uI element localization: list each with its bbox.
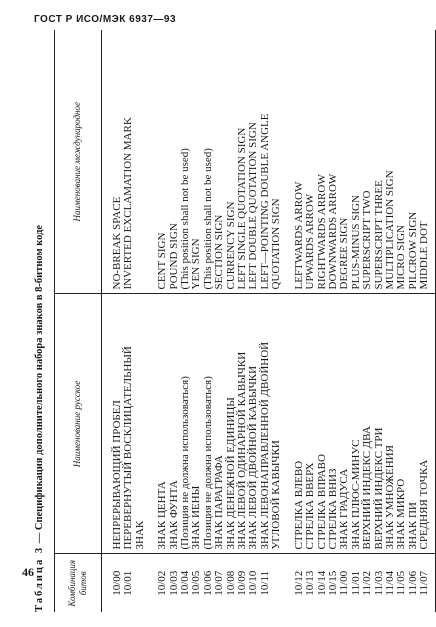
cell-international-name: (This position shall not be used) [203, 30, 214, 294]
cell-russian-name: (Позиция не должна использоваться) [180, 294, 191, 554]
cell-russian-name: СРЕДНЯЯ ТОЧКА [419, 294, 435, 554]
table-row [339, 30, 350, 612]
cell-russian-name: СТРЕЛКА ВНИЗ [328, 294, 339, 554]
cell-code: 10/13 [304, 570, 317, 596]
cell-international-name: LEFT—POINTING DOUBLE ANGLE [260, 30, 271, 294]
cell-code: 10/03 [167, 570, 180, 596]
rotated-table-area [34, 30, 431, 612]
cell-international-name: POUND SIGN [169, 30, 180, 294]
table-caption-text: — Спецификация дополнительного набора знаков в 8-битном коде [34, 224, 45, 546]
table-caption-label: Таблица 3 [34, 545, 45, 612]
cell-code: 10/09 [236, 570, 249, 596]
page-header: ГОСТ Р ИСО/МЭК 6937—93 [34, 14, 177, 25]
cell-international-name: DOWNWARDS ARROW [328, 30, 339, 294]
cell-code: 11/04 [383, 570, 396, 596]
cell-code: 11/02 [361, 570, 374, 596]
cell-code: 10/10 [247, 570, 260, 596]
cell-russian-name: ЗНАК ПАРАГРАФА [214, 294, 225, 554]
cell-russian-name: ЗНАК ФУНТА [169, 294, 180, 554]
cell-international-name: SUPERSCRIPT THREE [374, 30, 385, 294]
table-row [146, 30, 168, 612]
cell-code: 11/07 [419, 554, 435, 612]
table-body [102, 30, 436, 612]
table-row [271, 30, 282, 612]
cell-international-name: MICRO SIGN [396, 30, 407, 294]
cell-international-name: MIDDLE DOT [419, 30, 435, 294]
cell-russian-name: ЗНАК ЛЕВОНАПРАВЛЕННОЙ ДВОЙНОЙ [260, 294, 271, 554]
cell-international-name: SECTION SIGN [214, 30, 225, 294]
cell-russian-name: ЗНАК ЦЕНТА [146, 294, 168, 554]
cell-code: 10/15 [326, 570, 339, 596]
cell-russian-name: (Позиция не должна использоваться) [203, 294, 214, 554]
cell-russian-name: ЗНАК УМНОЖЕНИЯ [385, 294, 396, 554]
cell-code: 10/12 [292, 570, 305, 596]
cell-code: 11/05 [395, 570, 408, 596]
column-header-code: Комбинация битов [55, 554, 102, 612]
cell-russian-name: ЗНАК ЛЕВОЙ ДВОЙНОЙ КАВЫЧКИ [248, 294, 259, 554]
cell-international-name: YEN SIGN [191, 30, 202, 294]
cell-code: 10/08 [224, 570, 237, 596]
table-row [135, 30, 146, 612]
cell-international-name: SUPERSCRIPT TWO [362, 30, 373, 294]
cell-international-name: UPWARDS ARROW [305, 30, 316, 294]
cell-code [271, 554, 282, 612]
cell-russian-name: ПЕРЕВЕРНУТЫЙ ВОСКЛИЦАТЕЛЬНЫЙ [123, 294, 134, 554]
cell-international-name: INVERTED EXCLAMATION MARK [123, 30, 134, 294]
spec-table [54, 30, 436, 612]
cell-code: 10/00 [111, 570, 123, 596]
cell-international-name: RIGHTWARDS ARROW [317, 30, 328, 294]
cell-code: 11/03 [372, 570, 385, 596]
cell-code: 10/02 [156, 570, 169, 596]
cell-russian-name: СТРЕЛКА ВЛЕВО [283, 294, 305, 554]
cell-code: 10/06 [201, 570, 214, 596]
cell-russian-name: ВЕРХНИЙ ИНДЕКС ТРИ [374, 294, 385, 554]
cell-code [135, 554, 146, 612]
cell-russian-name: ЗНАК ИЕНЫ [191, 294, 202, 554]
cell-international-name: (This position shall not be used) [180, 30, 191, 294]
cell-code: 10/14 [315, 570, 328, 596]
table-caption [34, 30, 45, 612]
column-header-russian: Наименование русское [55, 294, 102, 554]
cell-russian-name: ЗНАК ГРАДУСА [339, 294, 350, 554]
cell-international-name: LEFTWARDS ARROW [283, 30, 305, 294]
cell-russian-name: ЗНАК ДЕНЕЖНОЙ ЕДИНИЦЫ [226, 294, 237, 554]
cell-international-name: PLUS-MINUS SIGN [351, 30, 362, 294]
cell-russian-name: ВЕРХНИЙ ИНДЕКС ДВА [362, 294, 373, 554]
cell-international-name: DEGREE SIGN [339, 30, 350, 294]
cell-code: 10/04 [179, 570, 192, 596]
table-row [214, 30, 225, 612]
cell-international-name: LEFT DOUBLE QUOTATION SIGN [248, 30, 259, 294]
cell-code: 10/11 [258, 570, 271, 596]
cell-international-name: CENT SIGN [146, 30, 168, 294]
cell-code: 11/06 [406, 570, 419, 596]
cell-code: 11/01 [349, 570, 362, 596]
cell-russian-name: СТРЕЛКА ВПРАВО [317, 294, 328, 554]
cell-international-name: NO-BREAK SPACE [102, 30, 124, 294]
cell-russian-name: УГЛОВОЙ КАВЫЧКИ [271, 294, 282, 554]
page-number: 46 [22, 565, 34, 579]
table-row [283, 30, 305, 612]
cell-international-name: PILCROW SIGN [408, 30, 419, 294]
cell-russian-name: СТРЕЛКА ВВЕРХ [305, 294, 316, 554]
cell-russian-name: ЗНАК [135, 294, 146, 554]
table-row [102, 30, 124, 612]
cell-code: 11/00 [338, 570, 351, 596]
cell-russian-name: ЗНАК ЛЕВОЙ ОДИНАРНОЙ КАВЫЧКИ [237, 294, 248, 554]
cell-russian-name: ЗНАК ПЛЮС-МИНУС [351, 294, 362, 554]
table-row [362, 30, 373, 612]
cell-international-name [135, 30, 146, 294]
cell-code: 10/07 [213, 570, 226, 596]
column-header-international: Наименование международное [55, 30, 102, 294]
cell-international-name: QUOTATION SIGN [271, 30, 282, 294]
table-row [305, 30, 316, 612]
cell-russian-name: ЗНАК МИКРО [396, 294, 407, 554]
table-header-row [55, 30, 102, 612]
cell-code: 10/01 [122, 570, 135, 596]
cell-russian-name: ЗНАК ПИ [408, 294, 419, 554]
cell-international-name: CURRENCY SIGN [226, 30, 237, 294]
cell-code: 10/05 [190, 570, 203, 596]
table-row [419, 30, 435, 612]
cell-international-name: MULTIPLICATION SIGN [385, 30, 396, 294]
cell-international-name: LEFT SINGLE QUOTATION SIGN [237, 30, 248, 294]
cell-russian-name: НЕПРЕРЫВАЮЩИЙ ПРОБЕЛ [102, 294, 124, 554]
